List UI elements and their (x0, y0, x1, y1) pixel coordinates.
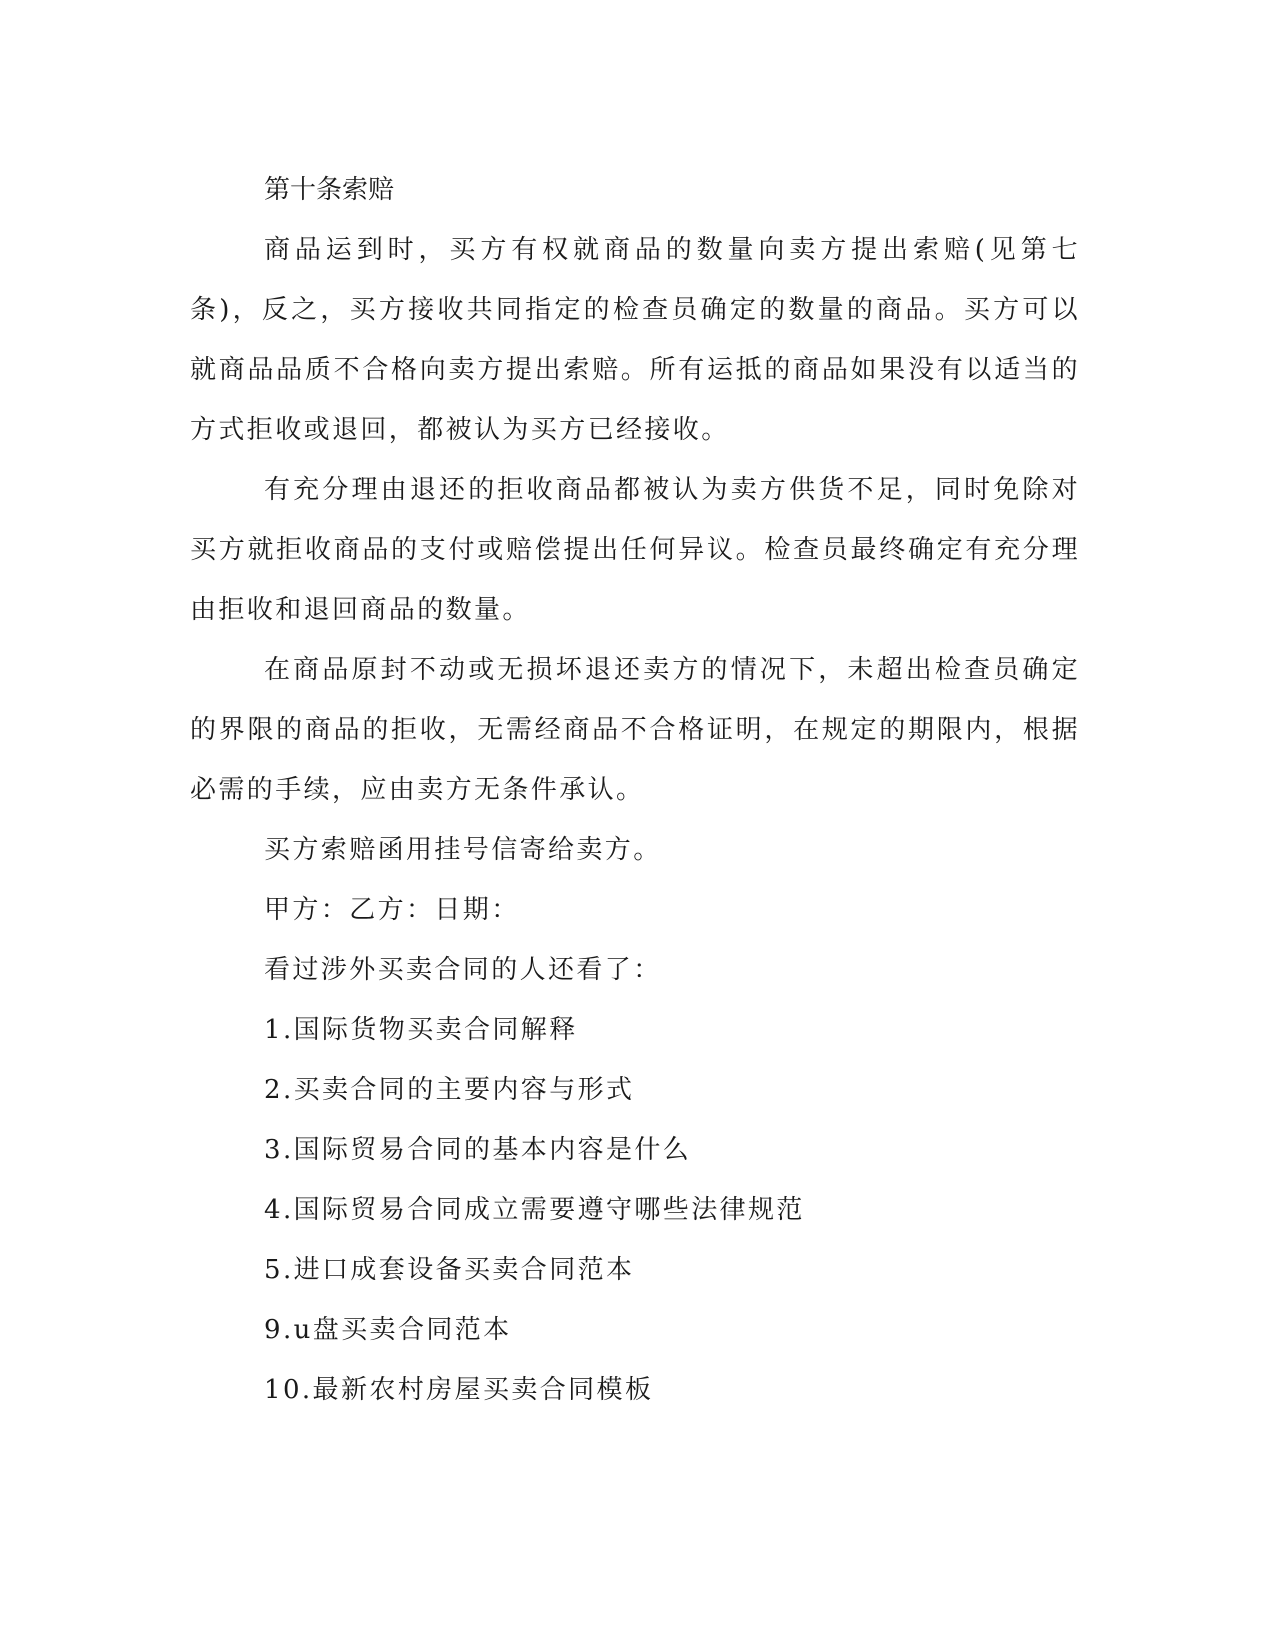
related-link[interactable]: 10.最新农村房屋买卖合同模板 (264, 1375, 654, 1405)
paragraph-registered-mail: 买方索赔函用挂号信寄给卖方。 (264, 835, 662, 865)
related-link[interactable]: 2.买卖合同的主要内容与形式 (264, 1075, 635, 1105)
related-list (190, 1000, 1080, 1420)
related-link[interactable]: 5.进口成套设备买卖合同范本 (264, 1255, 635, 1285)
paragraph-unconditional-acceptance: 在商品原封不动或无损坏退还卖方的情况下，未超出检查员确定的界限的商品的拒收，无需经商品不合格证明，在规定的期限内，根据必需的手续，应由卖方无条件承认。 (190, 655, 1080, 805)
related-heading: 看过涉外买卖合同的人还看了： (264, 955, 662, 985)
related-link[interactable]: 1.国际货物买卖合同解释 (264, 1015, 578, 1045)
related-link[interactable]: 3.国际贸易合同的基本内容是什么 (264, 1135, 692, 1165)
related-link[interactable]: 4.国际贸易合同成立需要遵守哪些法律规范 (264, 1195, 805, 1225)
related-link[interactable]: 9.u盘买卖合同范本 (264, 1315, 512, 1345)
signature-line: 甲方：乙方：日期： (264, 895, 520, 925)
paragraph-claims: 商品运到时，买方有权就商品的数量向卖方提出索赔(见第七条)，反之，买方接收共同指定的检查员确定的数量的商品。买方可以就商品品质不合格向卖方提出索赔。所有运抵的商品如果没有以适当的方式拒收或退回，都被认为买方已经接收。 (190, 235, 1080, 445)
document-body (190, 160, 1080, 1420)
section-heading: 第十条索赔 (264, 175, 395, 205)
paragraph-rejected-goods: 有充分理由退还的拒收商品都被认为卖方供货不足，同时免除对买方就拒收商品的支付或赔偿提出任何异议。检查员最终确定有充分理由拒收和退回商品的数量。 (190, 475, 1080, 625)
